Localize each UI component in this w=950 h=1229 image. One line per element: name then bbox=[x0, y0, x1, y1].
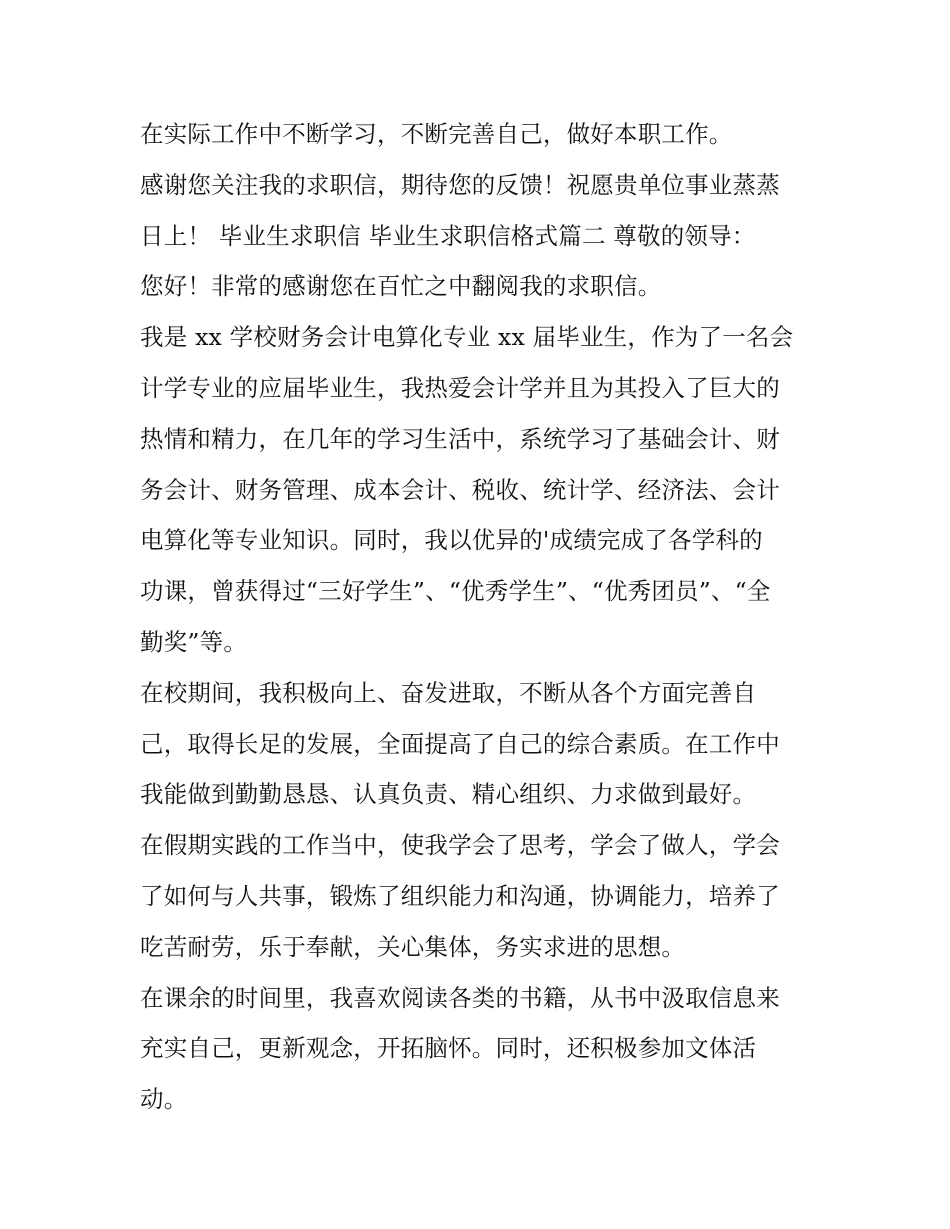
text-line: 您好！非常的感谢您在百忙之中翻阅我的求职信。 bbox=[140, 272, 662, 301]
text-line: 在校期间，我积极向上、奋发进取，不断从各个方面完善自 bbox=[140, 678, 757, 707]
text-line: 我是 xx 学校财务会计电算化专业 xx 届毕业生，作为了一名会 bbox=[140, 323, 794, 352]
document-body bbox=[140, 109, 820, 1125]
text-line: 了如何与人共事，锻炼了组织能力和沟通，协调能力，培养了 bbox=[140, 881, 780, 910]
text-line: 功课，曾获得过“三好学生”、“优秀学生”、“优秀团员”、“全 bbox=[140, 577, 771, 606]
text-line: 热情和精力，在几年的学习生活中，系统学习了基础会计、财 bbox=[140, 424, 780, 453]
text-line: 务会计、财务管理、成本会计、税收、统计学、经济法、会计 bbox=[140, 475, 780, 504]
text-line: 电算化等专业知识。同时，我以优异的'成绩完成了各学科的 bbox=[140, 526, 763, 555]
text-line: 动。 bbox=[140, 1085, 188, 1114]
text-line: 勤奖”等。 bbox=[140, 627, 248, 656]
text-line: 感谢您关注我的求职信，期待您的反馈！祝愿贵单位事业蒸蒸 bbox=[140, 170, 780, 199]
text-line: 日上！ 毕业生求职信 毕业生求职信格式篇二 尊敬的领导： bbox=[140, 221, 756, 250]
text-line: 充实自己，更新观念，开拓脑怀。同时，还积极参加文体活 bbox=[140, 1034, 757, 1063]
text-line: 计学专业的应届毕业生，我热爱会计学并且为其投入了巨大的 bbox=[140, 373, 780, 402]
text-line: 我能做到勤勤恳恳、认真负责、精心组织、力求做到最好。 bbox=[140, 780, 757, 809]
text-line: 己，取得长足的发展，全面提高了自己的综合素质。在工作中 bbox=[140, 729, 780, 758]
text-line: 在实际工作中不断学习，不断完善自己，做好本职工作。 bbox=[140, 120, 733, 148]
text-line: 在假期实践的工作当中，使我学会了思考，学会了做人，学会 bbox=[140, 831, 780, 860]
text-line: 吃苦耐劳，乐于奉献，关心集体，务实求进的思想。 bbox=[140, 932, 686, 961]
text-line: 在课余的时间里，我喜欢阅读各类的书籍，从书中汲取信息来 bbox=[140, 983, 780, 1012]
